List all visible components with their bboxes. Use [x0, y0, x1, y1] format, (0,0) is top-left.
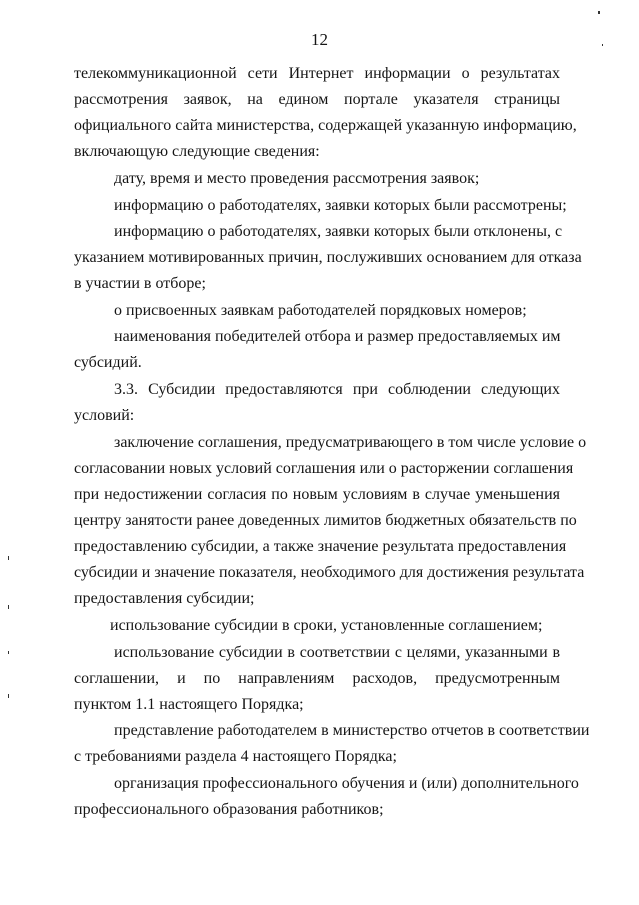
text-line: предоставления субсидии;: [74, 590, 255, 607]
text-line: пунктом 1.1 настоящего Порядка;: [74, 696, 304, 713]
scan-speck: [8, 605, 9, 609]
text-line: соглашении, и по направлениям расходов, предусмотренным: [74, 670, 560, 687]
scan-speck: [598, 11, 600, 14]
text-line: дату, время и место проведения рассмотрения заявок;: [114, 170, 480, 187]
text-line: субсидии и значение показателя, необходимого для достижения результата: [74, 564, 585, 581]
text-line: использование субсидии в соответствии с целями, указанными в: [114, 644, 560, 661]
text-line: использование субсидии в сроки, установленные соглашением;: [110, 617, 543, 634]
text-line: субсидий.: [74, 354, 142, 371]
text-line: о присвоенных заявкам работодателей порядковых номеров;: [114, 302, 527, 319]
text-line: включающую следующие сведения:: [74, 143, 320, 160]
text-line: с требованиями раздела 4 настоящего Порядка;: [74, 748, 397, 765]
text-line: предоставлению субсидии, а также значение результата предоставления: [74, 538, 567, 555]
text-line: заключение соглашения, предусматривающего в том числе условие о: [114, 434, 587, 451]
text-line: условий:: [74, 407, 135, 424]
scan-speck: [8, 651, 9, 654]
text-line: профессионального образования работников;: [74, 801, 384, 818]
text-line: при недостижении согласия по новым условиям в случае уменьшения: [74, 486, 560, 503]
scan-speck: [8, 556, 9, 560]
scan-speck: [602, 44, 603, 46]
scan-speck: [8, 694, 9, 698]
text-line: указанием мотивированных причин, послуживших основанием для отказа: [74, 249, 582, 266]
text-line: согласовании новых условий соглашения или о расторжении соглашения: [74, 460, 574, 477]
page-number: 12: [311, 30, 328, 49]
text-line: телекоммуникационной сети Интернет информации о результатах: [74, 65, 560, 82]
text-line: официального сайта министерства, содержащей указанную информацию,: [74, 117, 577, 134]
text-line: в участии в отборе;: [74, 275, 206, 292]
text-line: 3.3. Субсидии предоставляются при соблюдении следующих: [114, 381, 560, 398]
text-line: центру занятости ранее доведенных лимитов бюджетных обязательств по: [74, 512, 577, 529]
text-line: организация профессионального обучения и (или) дополнительного: [114, 775, 579, 792]
text-line: рассмотрения заявок, на едином портале указателя страницы: [74, 91, 560, 108]
text-line: информацию о работодателях, заявки которых были отклонены, с: [114, 223, 563, 240]
text-line: информацию о работодателях, заявки которых были рассмотрены;: [114, 197, 567, 214]
text-line: представление работодателем в министерство отчетов в соответствии: [114, 722, 590, 739]
text-line: наименования победителей отбора и размер предоставляемых им: [114, 328, 561, 345]
